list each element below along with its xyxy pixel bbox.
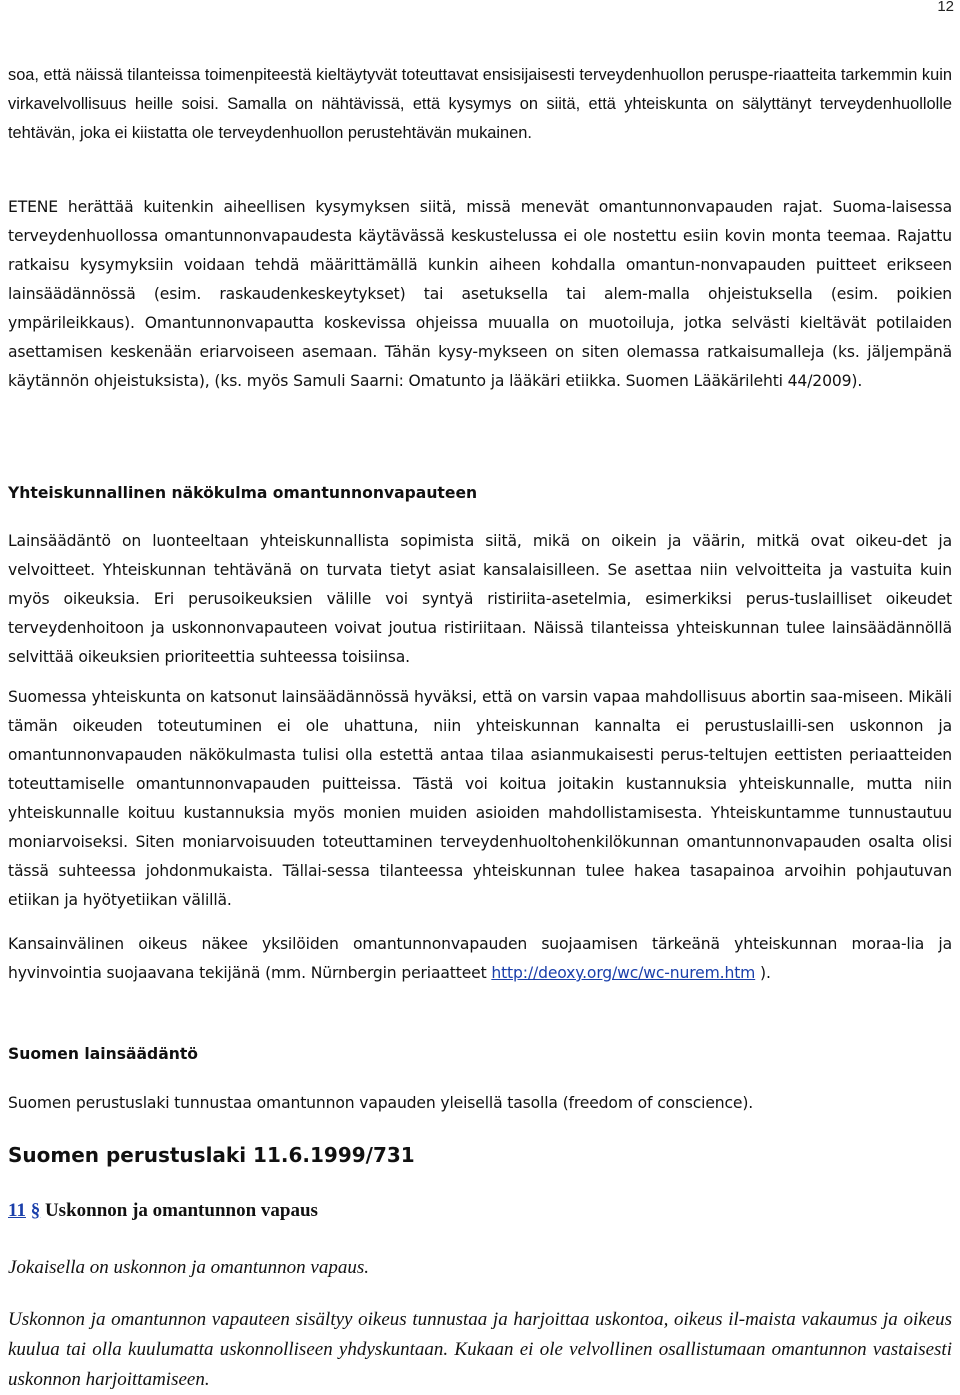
section-heading-finnish-law: Suomen lainsäädäntö xyxy=(8,1045,198,1063)
law-line-2: Uskonnon ja omantunnon vapauteen sisältyy oikeus tunnustaa ja harjoittaa uskontoa, oikeus il-maista vakaumus ja oikeus kuulua tai olla kuulumatta uskonnolliseen yhdyskuntaan. Kukaan ei ole velvollinen osallistumaan omantunnon vastaisesti uskonnon harjoittamiseen. xyxy=(8,1309,952,1390)
constitution-title: Suomen perustuslaki 11.6.1999/731 xyxy=(8,1143,415,1167)
international-law-end: ). xyxy=(755,964,771,982)
nuremberg-link[interactable]: http://deoxy.org/wc/wc-nurem.htm xyxy=(491,964,756,982)
page-number: 12 xyxy=(937,0,954,15)
etene-paragraph: ETENE herättää kuitenkin aiheellisen kysymyksen siitä, missä menevät omantunnonvapauden rajat. Suoma-laisessa terveydenhuollossa omantunnonvapaudesta käytävässä keskustelussa ei ole nostettu esiin kovin monta teemaa. Rajattu ratkaisu kysymyksiin voidaan tehdä määrittämällä kunkin aiheen kohdalla omantun-nonvapauden puitteet erikseen lainsäädännössä (esim. raskaudenkeskeytykset) tai asetuksella tai alem-malla ohjeistuksella (esim. poikien ympärileikkaus). Omantunnonvapautta koskevissa ohjeissa muualla on muotoiluja, jotka selvästi kieltävät potilaiden asettamisen keskenään eriarvoiseen asemaan. Tähän kysy-mykseen on siten olemassa ratkaisumalleja (ks. jäljempänä käytännön ohjeistuksista), (ks. myös Samuli Saarni: Omatunto ja lääkäri etiikka. Suomen Lääkärilehti 44/2009). xyxy=(8,198,952,390)
law-line-1: Jokaisella on uskonnon ja omantunnon vapaus. xyxy=(8,1257,369,1278)
law-section-title xyxy=(8,1200,318,1222)
section-symbol-link[interactable]: § xyxy=(30,1200,41,1221)
international-law-text: Kansainvälinen oikeus näkee yksilöiden omantunnonvapauden suojaamisen tärkeänä yhteiskunnan moraa-lia ja hyvinvointia suojaavana tekijänä (mm. Nürnbergin periaatteet xyxy=(8,935,952,982)
abortion-paragraph: Suomessa yhteiskunta on katsonut lainsäädännössä hyväksi, että on varsin vapaa mahdollisuus abortin saa-miseen. Mikäli tämän oikeuden toteutuminen ei ole uhattuna, niin yhteiskunnan kannalta ei perustuslailli-sen uskonnon ja omantunnonvapauden näkökulmasta tulisi olla estettä antaa tilaa asianmukaisesti perus-teltujen eettisten periaatteiden toteuttamiselle omantunnonvapauden puitteissa. Tästä voi koitua joitakin kustannuksia yhteiskunnalle, mutta niin yhteiskunnalle koituu kustannuksia myös monien muiden asioiden mahdollistamisesta. Yhteiskuntamme tunnustautuu moniarvoiseksi. Siten moniarvoisuuden toteuttaminen terveydenhuoltohenkilökunnan omantunnonvapauden osalta olisi tässä suhteessa johdonmukaista. Tällai-sessa tilanteessa yhteiskunnan tulee hakea tasapainoa arvoihin pohjautuvan etiikan ja hyötyetiikan välillä. xyxy=(8,688,952,909)
constitution-paragraph: Suomen perustuslaki tunnustaa omantunnon vapauden yleisellä tasolla (freedom of conscience). xyxy=(8,1094,754,1112)
international-law-paragraph xyxy=(8,930,952,988)
intro-paragraph: soa, että näissä tilanteissa toimenpiteestä kieltäytyvät toteuttavat ensisijaisesti terveydenhuollon peruspe-riaatteita tarkemmin kuin virkavelvollisuus heille soisi. Samalla on nähtävissä, että kysymys on siitä, että yhteiskunta on sälyttänyt terveydenhuollolle tehtävän, joka ei kiistatta ole terveydenhuollon perustehtävän mukainen. xyxy=(8,66,952,142)
section-number-link[interactable]: 11 xyxy=(8,1200,26,1221)
section-title-text: Uskonnon ja omantunnon vapaus xyxy=(40,1200,318,1221)
legislation-paragraph: Lainsäädäntö on luonteeltaan yhteiskunnallista sopimista siitä, mikä on oikein ja väärin, mitkä ovat oikeu-det ja velvoitteet. Yhteiskunnan tehtävänä on turvata tietyt asiat kansalaisilleen. Se asettaa niin velvoitteita ja vastuita kuin myös oikeuksia. Eri perusoikeuksien välille voi syntyä ristiriita-asetelmia, esimerkiksi perus-tuslailliset oikeudet terveydenhoitoon ja uskonnonvapauteen voivat joutua ristiriitaan. Näissä tilanteissa yhteiskunnan tulee lainsäädännöllä selvittää oikeuksien prioriteettia suhteessa toisiinsa. xyxy=(8,532,952,666)
section-heading-societal: Yhteiskunnallinen näkökulma omantunnonvapauteen xyxy=(8,484,478,502)
